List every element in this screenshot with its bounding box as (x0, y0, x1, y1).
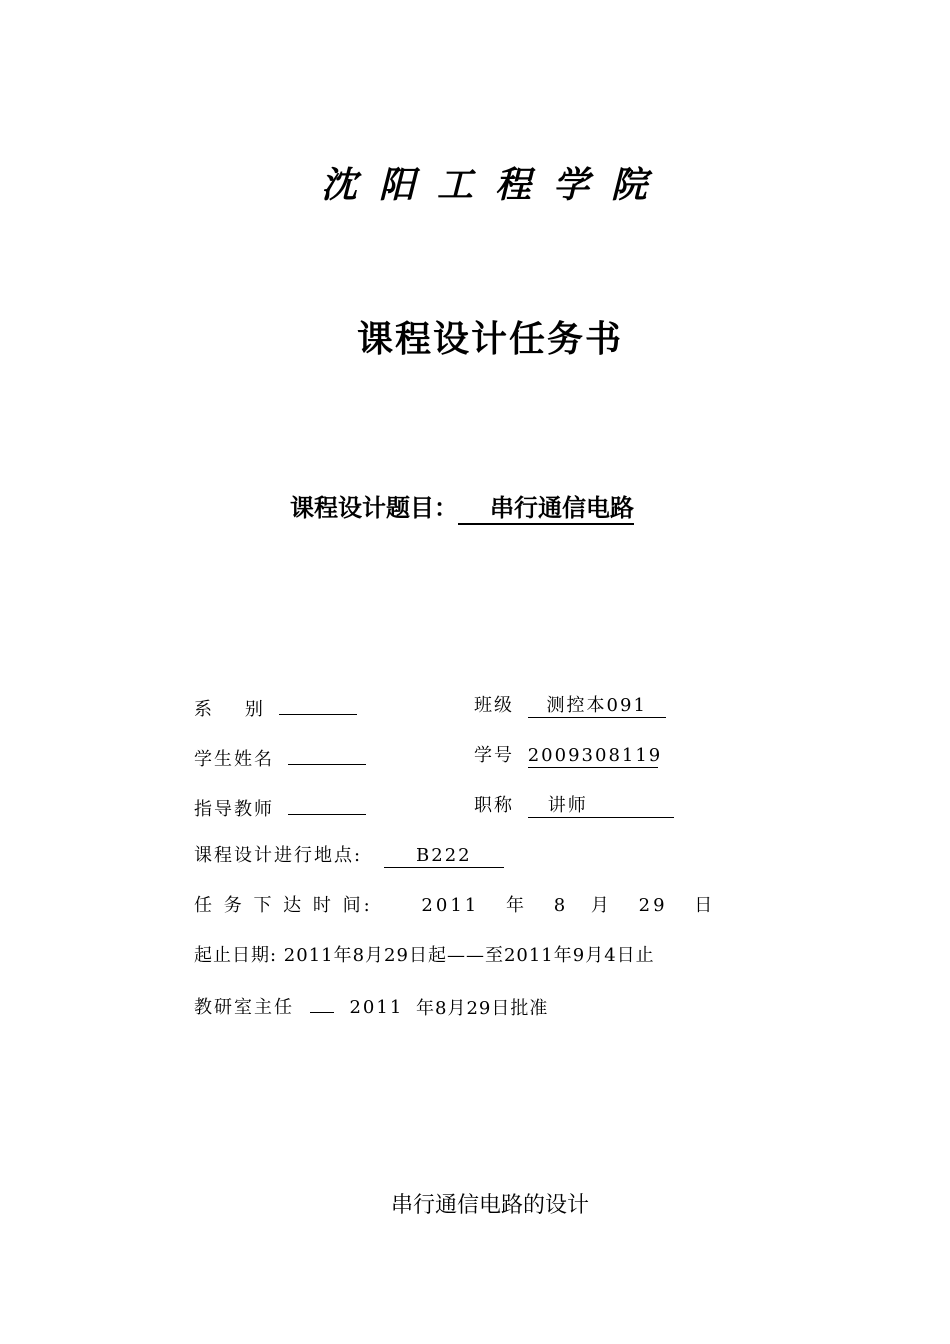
footer-title: 串行通信电路的设计 (390, 1193, 589, 1218)
director-blank (310, 990, 334, 1013)
director-approval: 年8月29日批准 (416, 998, 549, 1019)
department-value (279, 692, 357, 715)
issue-day-char: 日 (694, 895, 716, 916)
issue-date-row (194, 892, 715, 920)
location-value: B222 (384, 845, 504, 868)
class-row (474, 692, 666, 720)
school-name: 沈阳工程学院 (320, 165, 669, 206)
issue-label: 任 务 下 达 时 间: (194, 895, 373, 916)
department-row (194, 692, 357, 724)
advisor-value (288, 792, 366, 815)
title-row (474, 792, 674, 820)
title-value (528, 795, 674, 818)
topic-value: 串行通信电路 (458, 493, 634, 525)
class-value: 测控本091 (528, 695, 666, 718)
student-name-label: 学生姓名 (194, 749, 274, 770)
issue-month: 8 (553, 895, 569, 916)
issue-month-char: 月 (590, 895, 612, 916)
student-id-row (474, 742, 663, 770)
title-label: 职称 (474, 795, 514, 816)
title-value-text: 讲师 (547, 795, 588, 816)
document-title: 课程设计任务书 (356, 319, 623, 360)
location-label: 课程设计进行地点: (194, 845, 363, 866)
location-row (194, 842, 504, 870)
issue-year: 2011 (421, 895, 480, 916)
student-name-row (194, 742, 366, 774)
topic-label: 课程设计题目： (290, 494, 458, 522)
advisor-label: 指导教师 (194, 799, 274, 820)
student-id-label: 学号 (474, 745, 514, 766)
department-label: 系 别 (194, 699, 265, 720)
director-label: 教研室主任 (194, 997, 294, 1018)
director-year: 2011 (349, 997, 404, 1018)
director-row (194, 990, 403, 1022)
class-label: 班级 (474, 695, 514, 716)
advisor-row (194, 792, 366, 824)
topic-row (290, 490, 634, 526)
issue-day: 29 (638, 895, 668, 916)
student-name-value (288, 742, 366, 765)
period-row: 起止日期: 2011年8月29日起——至2011年9月4日止 (194, 945, 655, 966)
issue-year-char: 年 (505, 895, 527, 916)
student-id-value: 2009308119 (527, 745, 663, 766)
